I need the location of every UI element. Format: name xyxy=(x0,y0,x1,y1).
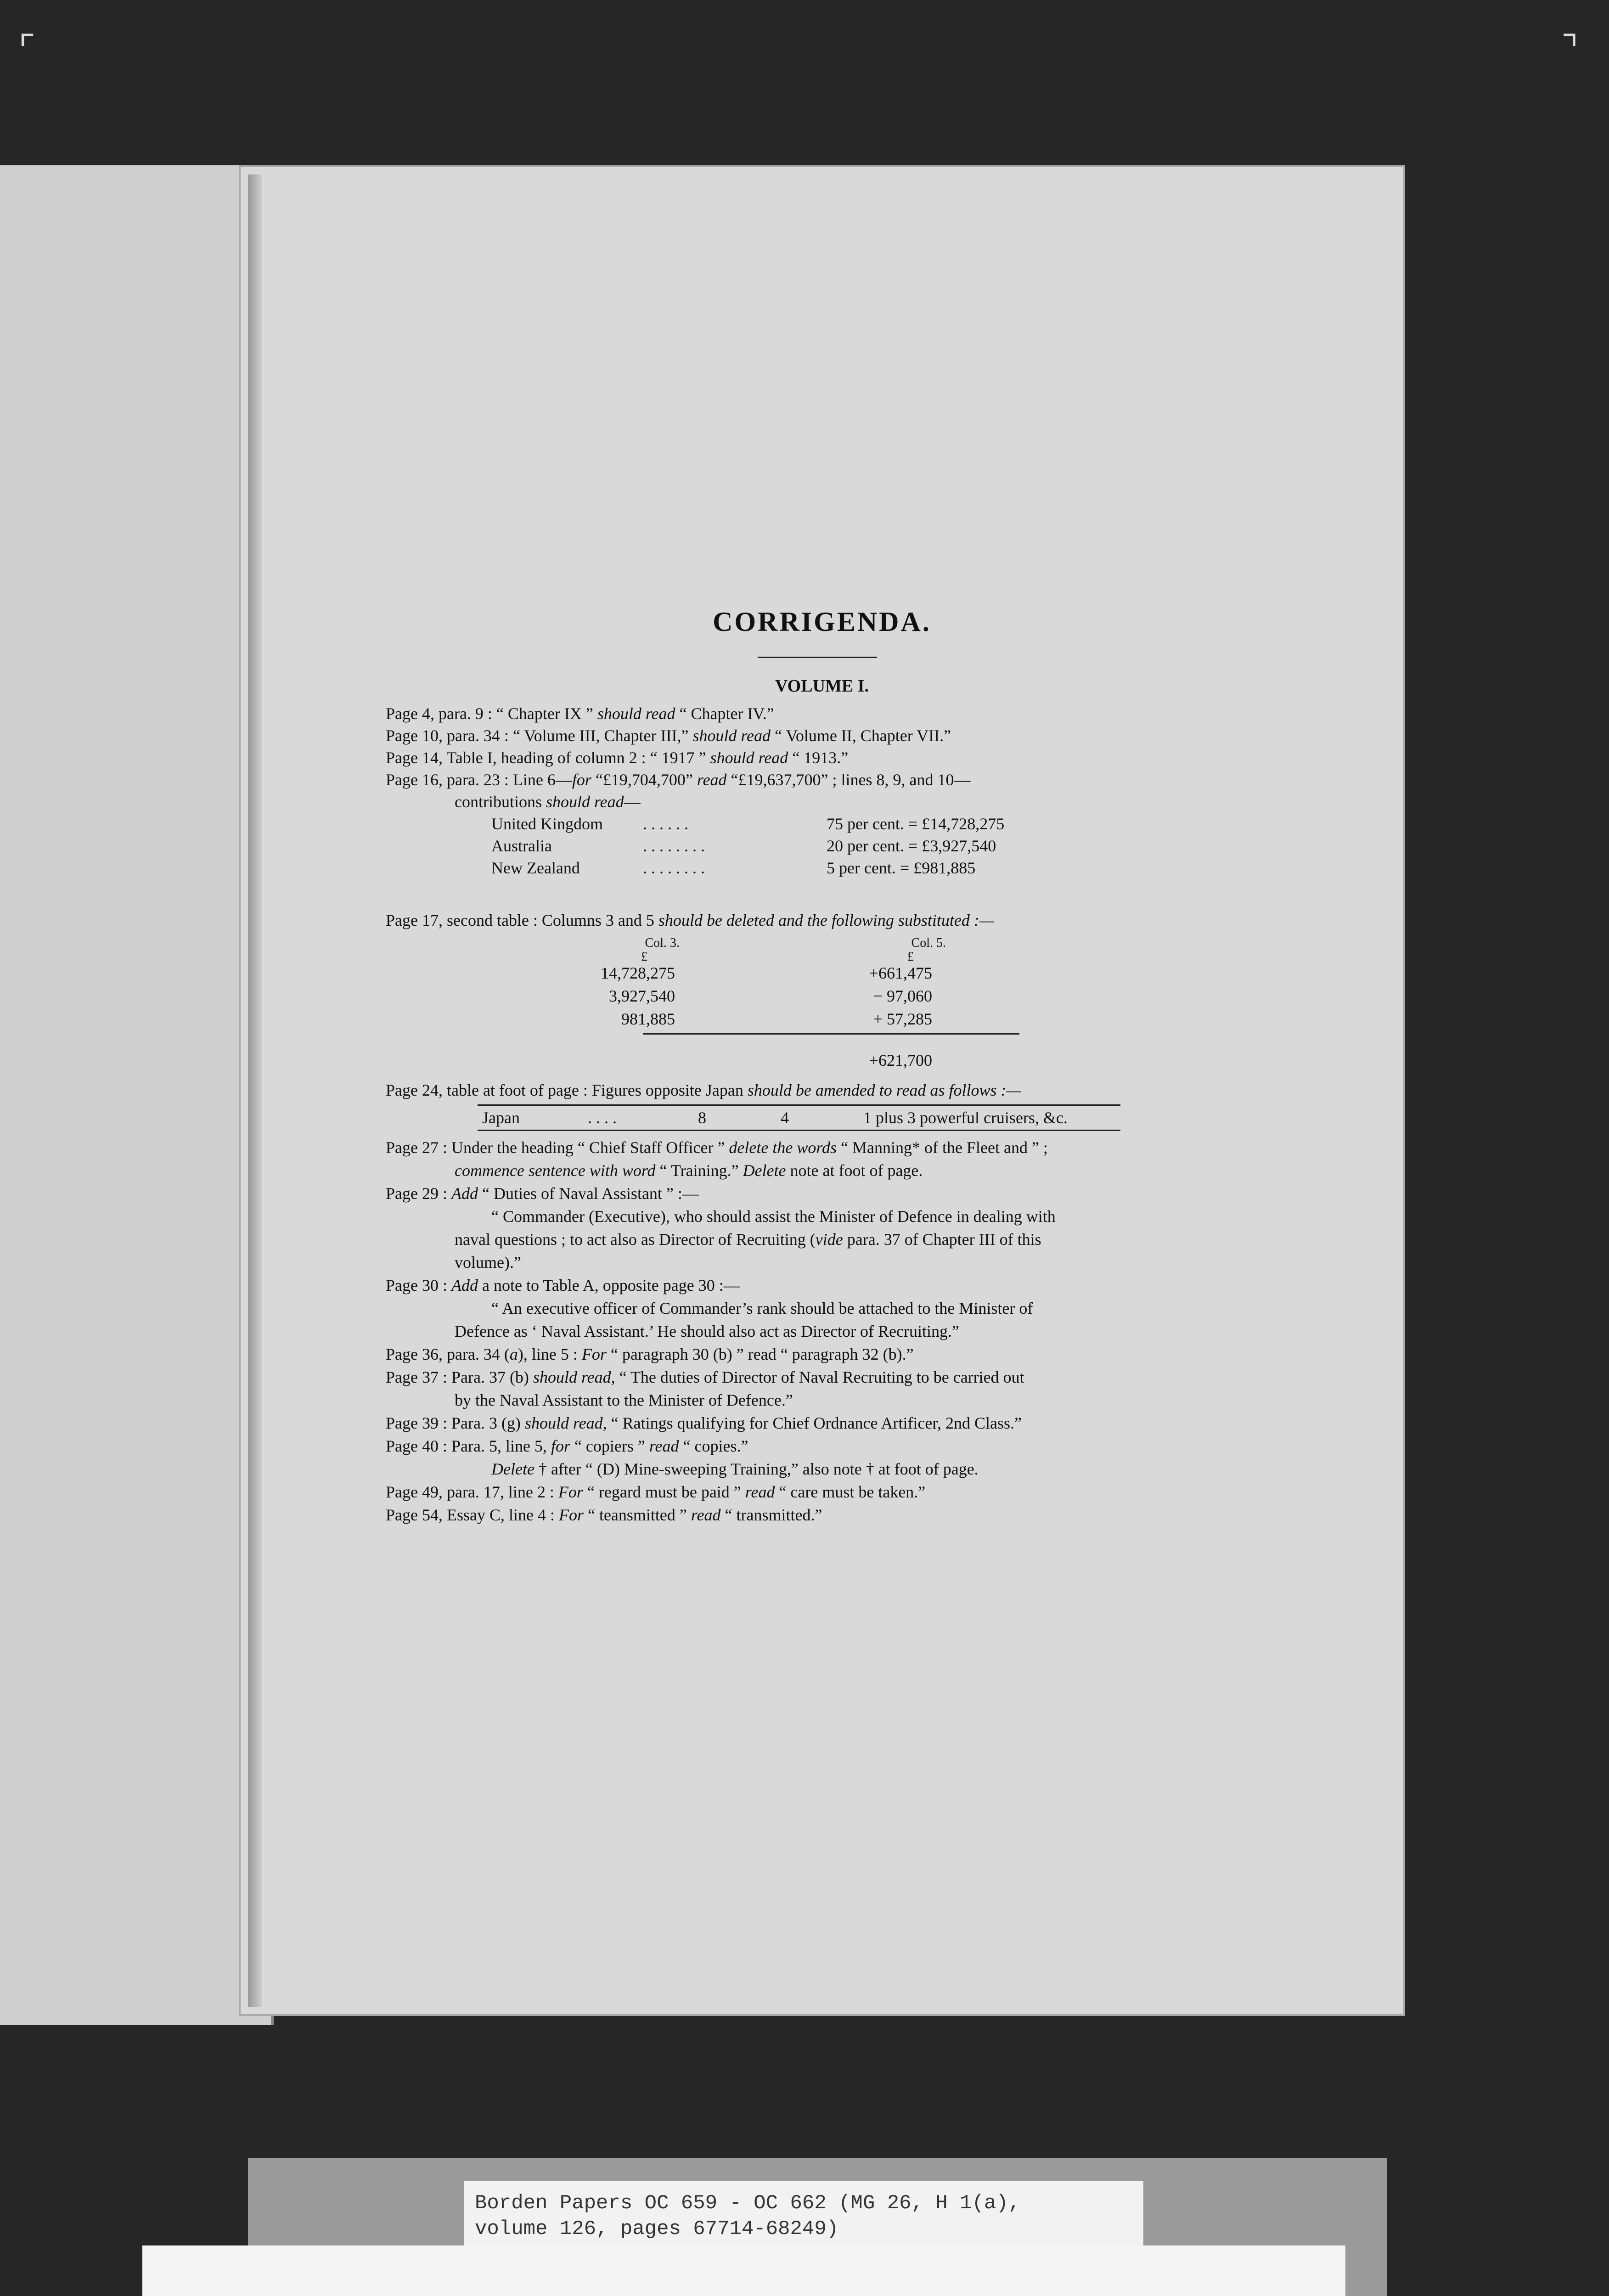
intro-line: contributions should read— xyxy=(455,793,641,811)
left-page-edge xyxy=(0,165,274,2025)
note-line: Page 54, Essay C, line 4 : For “ teansmitted ” read “ transmitted.” xyxy=(386,1506,822,1524)
note-line: Page 36, para. 34 (a), line 5 : For “ paragraph 30 (b) ” read “ paragraph 32 (b).” xyxy=(386,1345,914,1363)
japan-table-bottom-rule xyxy=(478,1130,1120,1131)
col3-unit: £ xyxy=(641,950,647,964)
note-line: “ Commander (Executive), who should assist the Minister of Defence in dealing with xyxy=(491,1207,1056,1226)
label-line-1: Borden Papers OC 659 - OC 662 (MG 26, H 1(a), xyxy=(475,2192,1021,2215)
note-line: by the Naval Assistant to the Minister of Defence.” xyxy=(455,1391,793,1409)
label-line-2: volume 126, pages 67714-68249) xyxy=(475,2217,839,2240)
col5-value: +661,475 xyxy=(869,964,932,982)
page17-line: Page 17, second table : Columns 3 and 5 should be deleted and the following substituted :— xyxy=(386,911,994,929)
japan-col-2: 4 xyxy=(781,1109,789,1127)
intro-line: Page 10, para. 34 : “ Volume III, Chapter III,” should read “ Volume II, Chapter VII.” xyxy=(386,726,951,745)
country-name: New Zealand xyxy=(491,859,580,877)
note-line: Page 37 : Para. 37 (b) should read, “ The duties of Director of Naval Recruiting to be carried out xyxy=(386,1368,1024,1386)
note-line: Page 27 : Under the heading “ Chief Staff Officer ” delete the words “ Manning* of the Fleet and ” ; xyxy=(386,1138,1048,1157)
leader-dots: . . . . xyxy=(588,1109,617,1127)
country-name: Australia xyxy=(491,837,552,855)
col3-value: 3,927,540 xyxy=(609,987,675,1005)
leader-dots: . . . . . . . . xyxy=(643,859,705,877)
note-line: Page 40 : Para. 5, line 5, for “ copiers ” read “ copies.” xyxy=(386,1437,748,1455)
contribution-amount: 20 per cent. = £3,927,540 xyxy=(827,837,996,855)
note-line: naval questions ; to act also as Director of Recruiting (vide para. 37 of Chapter III of this xyxy=(455,1230,1041,1249)
contribution-amount: 5 per cent. = £981,885 xyxy=(827,859,976,877)
note-line: Delete † after “ (D) Mine-sweeping Training,” also note † at foot of page. xyxy=(491,1460,979,1478)
note-line: Page 49, para. 17, line 2 : For “ regard must be paid ” read “ care must be taken.” xyxy=(386,1483,926,1501)
corner-mark-top-left: ⌜ xyxy=(18,28,36,70)
col3-value: 14,728,275 xyxy=(601,964,675,982)
document-title: CORRIGENDA. xyxy=(713,607,931,637)
col5-value: + 57,285 xyxy=(873,1010,932,1028)
col3-header: Col. 3. xyxy=(645,936,680,950)
intro-line: Page 4, para. 9 : “ Chapter IX ” should read “ Chapter IV.” xyxy=(386,704,774,723)
note-line: Page 30 : Add a note to Table A, opposite page 30 :— xyxy=(386,1276,740,1294)
note-line: Page 29 : Add “ Duties of Naval Assistant ” :— xyxy=(386,1184,699,1203)
col5-unit: £ xyxy=(907,950,914,964)
title-rule xyxy=(758,657,877,658)
note-line: volume).” xyxy=(455,1253,521,1272)
japan-col-3: 1 plus 3 powerful cruisers, &c. xyxy=(863,1109,1068,1127)
leader-dots: . . . . . . . . xyxy=(643,837,705,855)
page24-line: Page 24, table at foot of page : Figures opposite Japan should be amended to read as follows :— xyxy=(386,1081,1021,1099)
japan-name: Japan xyxy=(482,1109,520,1127)
japan-table-top-rule xyxy=(478,1104,1120,1106)
note-line: Page 39 : Para. 3 (g) should read, “ Ratings qualifying for Chief Ordnance Artificer, 2nd Class.” xyxy=(386,1414,1022,1432)
corner-mark-top-right: ⌝ xyxy=(1561,28,1579,70)
note-line: Defence as ‘ Naval Assistant.’ He should also act as Director of Recruiting.” xyxy=(455,1322,959,1340)
volume-heading: VOLUME I. xyxy=(775,676,869,696)
note-line: “ An executive officer of Commander’s rank should be attached to the Minister of xyxy=(491,1299,1033,1317)
contribution-amount: 75 per cent. = £14,728,275 xyxy=(827,815,1005,833)
col5-total: +621,700 xyxy=(869,1051,932,1069)
col3-value: 981,885 xyxy=(621,1010,675,1028)
intro-line: Page 16, para. 23 : Line 6—for “£19,704,700” read “£19,637,700” ; lines 8, 9, and 10— xyxy=(386,771,971,789)
col5-header: Col. 5. xyxy=(911,936,946,950)
leader-dots: . . . . . . xyxy=(643,815,688,833)
intro-line: Page 14, Table I, heading of column 2 : “ 1917 ” should read “ 1913.” xyxy=(386,748,849,767)
archives-stamp xyxy=(142,2245,1345,2296)
japan-col-1: 8 xyxy=(698,1109,706,1127)
total-rule xyxy=(643,1033,1019,1035)
col5-value: − 97,060 xyxy=(873,987,932,1005)
country-name: United Kingdom xyxy=(491,815,603,833)
page-binding xyxy=(248,174,262,2007)
note-line: commence sentence with word “ Training.” Delete note at foot of page. xyxy=(455,1161,923,1180)
